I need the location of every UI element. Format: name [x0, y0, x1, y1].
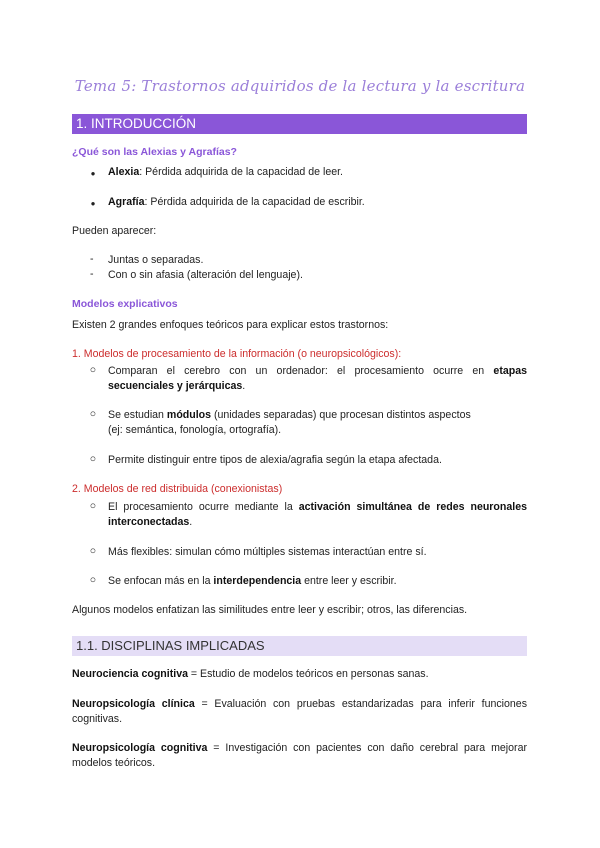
dash-marker: - [90, 268, 94, 280]
definition-agrafia [108, 195, 527, 210]
discipline-clinica-line2: cognitivas. [72, 713, 123, 725]
model1-item3: Permite distinguir entre tipos de alexia/agrafia según la etapa afectada. [108, 454, 442, 466]
bullet-circle-icon: ○ [89, 408, 97, 420]
document-title: Tema 5: Trastornos adquiridos de la lectura y la escritura [74, 77, 526, 95]
model1-item2-bold: módulos [166, 409, 212, 421]
model2-item1-bold: activación simultánea de redes neuronales [298, 501, 527, 513]
subheading-models: Modelos explicativos [72, 298, 178, 310]
model2-item1-end: . [189, 516, 193, 528]
model1-item1-end: . [242, 380, 246, 392]
model2-item3-text: Se enfocan más en la [108, 575, 214, 587]
bullet-dot-icon: ● [90, 199, 96, 208]
definition-alexia-text: : Pérdida adquirida de la capacidad de leer. [139, 166, 343, 178]
section-heading-disciplinas: 1.1. DISCIPLINAS IMPLICADAS [72, 636, 527, 656]
model1-item1-text: Comparan el cerebro con un ordenador: el procesamiento ocurre en [108, 365, 494, 377]
model1-item1-line1 [108, 364, 527, 379]
discipline-term: Neurociencia cognitiva [72, 668, 188, 680]
bullet-circle-icon: ○ [89, 500, 97, 512]
models-intro: Existen 2 grandes enfoques teóricos para explicar estos trastornos: [72, 319, 389, 331]
model1-item2-text: Se estudian [108, 409, 167, 421]
model2-item1-text: El procesamiento ocurre mediante la [108, 501, 299, 513]
model1-item1-bold: etapas [493, 365, 527, 377]
term-alexia: Alexia [108, 166, 140, 178]
model2-item3-text2: entre leer y escribir. [301, 575, 397, 587]
discipline-clinica-line1 [72, 697, 527, 712]
model2-item1-bold2: interconectadas [108, 516, 190, 528]
discipline-text: = Investigación con pacientes con daño cerebral para mejorar [207, 742, 527, 754]
subheading-question: ¿Qué son las Alexias y Agrafías? [72, 146, 237, 158]
model2-heading: 2. Modelos de red distribuida (conexionistas) [72, 483, 283, 495]
discipline-cognitiva-line1 [72, 741, 527, 756]
model1-item1-bold2: secuenciales y jerárquicas [108, 380, 243, 392]
model1-item2-line1 [108, 408, 527, 423]
model2-item1-line1 [108, 500, 527, 515]
discipline-term: Neuropsicología cognitiva [72, 742, 208, 754]
bullet-circle-icon: ○ [89, 545, 97, 557]
model1-item2-text2: (unidades separadas) que procesan distintos aspectos [211, 409, 471, 421]
definition-agrafia-text: : Pérdida adquirida de la capacidad de escribir. [144, 196, 365, 208]
discipline-cognitiva-line2: modelos teóricos. [72, 757, 156, 769]
model2-item3 [108, 574, 527, 589]
model1-item2-line2: (ej: semántica, fonología, ortografía). [108, 424, 282, 436]
model2-item2: Más flexibles: simulan cómo múltiples sistemas interactúan entre sí. [108, 546, 427, 558]
discipline-text: = Estudio de modelos teóricos en personas sanas. [187, 668, 429, 680]
discipline-term: Neuropsicología clínica [72, 698, 195, 710]
model2-item3-bold: interdependencia [213, 575, 302, 587]
discipline-text: = Evaluación con pruebas estandarizadas para inferir funciones [194, 698, 527, 710]
definition-alexia [108, 165, 527, 180]
discipline-neurociencia [72, 667, 527, 682]
bullet-circle-icon: ○ [89, 364, 97, 376]
dash-marker: - [90, 253, 94, 265]
section-heading-introduccion: 1. INTRODUCCIÓN [72, 114, 527, 134]
bullet-circle-icon: ○ [89, 574, 97, 586]
model2-item1-line2 [108, 515, 527, 530]
bullet-dot-icon: ● [90, 169, 96, 178]
appear-item: Juntas o separadas. [108, 254, 204, 266]
appear-label: Pueden aparecer: [72, 225, 157, 237]
appear-item: Con o sin afasia (alteración del lenguaje). [108, 269, 303, 281]
term-agrafia: Agrafía [108, 196, 145, 208]
model1-heading: 1. Modelos de procesamiento de la información (o neuropsicológicos): [72, 348, 402, 360]
bullet-circle-icon: ○ [89, 453, 97, 465]
closing-paragraph: Algunos modelos enfatizan las similitudes entre leer y escribir; otros, las diferencias. [72, 604, 468, 616]
model1-item1-line2 [108, 379, 527, 394]
